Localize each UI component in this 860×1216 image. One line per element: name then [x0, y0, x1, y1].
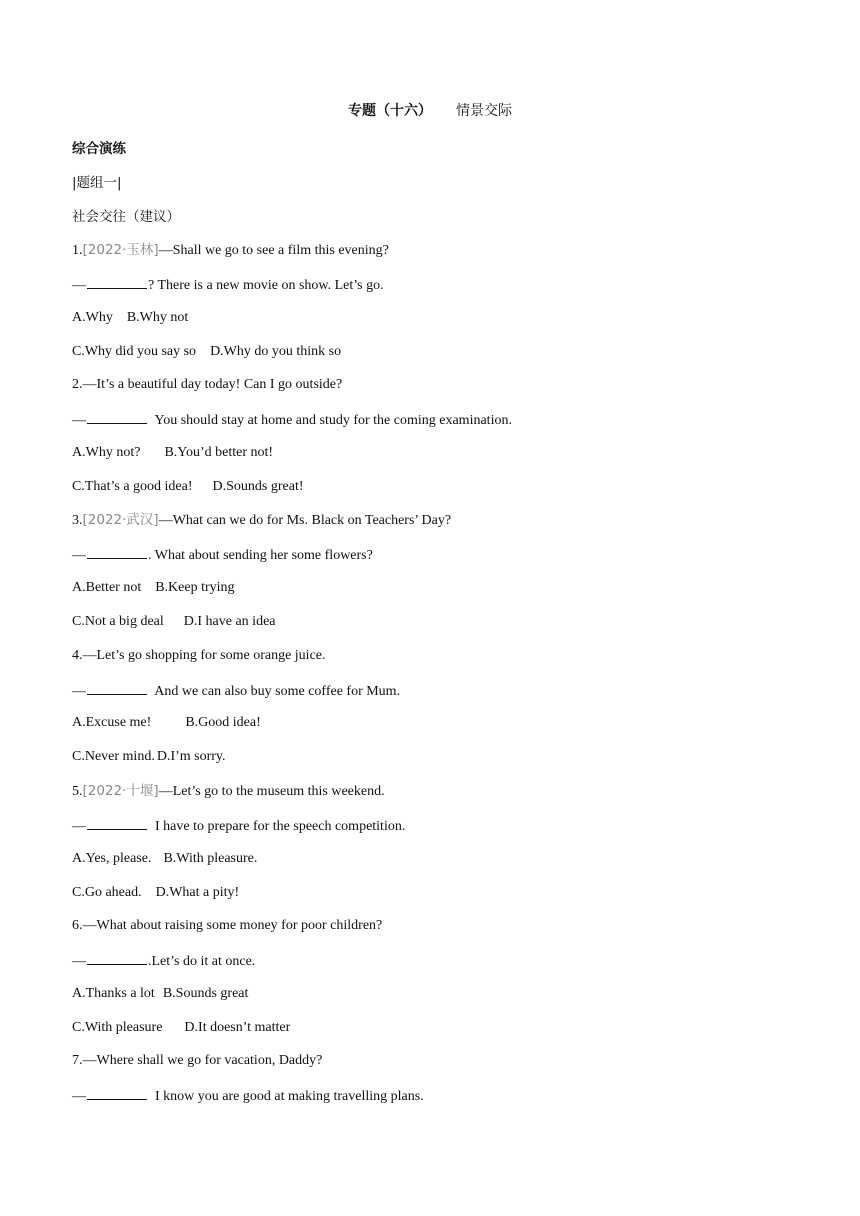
question-text: —Where shall we go for vacation, Daddy?: [82, 1053, 323, 1068]
answer-line-5: [72, 815, 405, 837]
option-b: B.With pleasure.: [163, 851, 258, 866]
options-ab-6: [72, 984, 248, 1004]
option-d: D.It doesn’t matter: [184, 1020, 291, 1035]
option-c: C.That’s a good idea!: [72, 479, 193, 494]
answer-text: ? There is a new movie on show. Let’s go.: [148, 278, 384, 293]
dash: —: [72, 413, 86, 428]
answer-blank[interactable]: [87, 544, 147, 559]
dash: —: [72, 1089, 86, 1104]
options-ab-2: [72, 443, 273, 463]
options-cd-3: [72, 612, 276, 632]
option-b: B.Sounds great: [162, 986, 249, 1001]
question-number: 1.: [72, 243, 83, 258]
dash: —: [72, 278, 86, 293]
options-ab-5: [72, 849, 257, 869]
option-b: B.Keep trying: [155, 580, 235, 595]
answer-blank[interactable]: [87, 274, 147, 289]
question-source: [2022·玉林]: [82, 242, 159, 258]
question-text: —What can we do for Ms. Black on Teachers’ Day?: [158, 513, 452, 528]
question-text: —Let’s go shopping for some orange juice.: [82, 648, 326, 663]
question-number: 3.: [72, 513, 83, 528]
answer-text: . What about sending her some flowers?: [148, 548, 373, 563]
option-c: C.Not a big deal: [72, 614, 164, 629]
option-d: D.Why do you think so: [210, 344, 342, 359]
answer-text: And we can also buy some coffee for Mum.: [148, 684, 401, 699]
dash: —: [72, 954, 86, 969]
question-1: [72, 240, 389, 261]
options-ab-3: [72, 578, 235, 598]
question-6: [72, 916, 382, 936]
question-source: [2022·武汉]: [82, 512, 159, 528]
question-text: —Let’s go to the museum this weekend.: [158, 784, 385, 799]
answer-blank[interactable]: [87, 950, 147, 965]
option-b: B.You’d better not!: [164, 445, 274, 460]
question-3: [72, 510, 451, 531]
options-cd-4: [72, 747, 226, 767]
answer-text: You should stay at home and study for the coming examination.: [148, 413, 512, 428]
option-d: D.I have an idea: [183, 614, 276, 629]
options-cd-5: [72, 883, 239, 903]
options-cd-6: [72, 1018, 290, 1038]
option-b: B.Why not: [126, 310, 189, 325]
dash: —: [72, 819, 86, 834]
dash: —: [72, 548, 86, 563]
option-a: A.Yes, please.: [72, 851, 152, 866]
question-7: [72, 1051, 322, 1071]
option-a: A.Excuse me!: [72, 715, 152, 730]
option-a: A.Why: [72, 310, 113, 325]
question-text: —Shall we go to see a film this evening?: [158, 243, 389, 258]
question-4: [72, 646, 326, 666]
options-ab-4: [72, 713, 261, 733]
answer-line-7: [72, 1085, 424, 1107]
answer-line-2: [72, 409, 512, 431]
question-number: 2.: [72, 377, 83, 392]
answer-line-4: [72, 680, 400, 702]
answer-text: .Let’s do it at once.: [148, 954, 256, 969]
option-a: A.Better not: [72, 580, 142, 595]
options-ab-1: [72, 308, 188, 328]
answer-line-3: [72, 544, 373, 566]
answer-blank[interactable]: [87, 1085, 147, 1100]
title-main: 专题（十六）: [348, 103, 432, 119]
section-heading: 综合演练: [72, 141, 126, 157]
option-a: A.Why not?: [72, 445, 141, 460]
dash: —: [72, 684, 86, 699]
options-cd-1: [72, 342, 341, 362]
option-d: D.Sounds great!: [212, 479, 304, 494]
answer-blank[interactable]: [87, 680, 147, 695]
option-b: B.Good idea!: [185, 715, 261, 730]
options-cd-2: [72, 477, 304, 497]
option-d: D.What a pity!: [155, 885, 240, 900]
answer-blank[interactable]: [87, 815, 147, 830]
answer-line-1: [72, 274, 384, 296]
title-sub: 情景交际: [456, 103, 512, 119]
answer-line-6: [72, 950, 255, 972]
question-2: [72, 375, 342, 395]
option-c: C.Go ahead.: [72, 885, 142, 900]
question-number: 6.: [72, 918, 83, 933]
answer-text: I have to prepare for the speech competition.: [148, 819, 406, 834]
question-5: [72, 781, 385, 802]
answer-blank[interactable]: [87, 409, 147, 424]
question-source: [2022·十堰]: [82, 783, 159, 799]
question-number: 5.: [72, 784, 83, 799]
page-title: [0, 100, 860, 120]
group-label: |题组一|: [72, 175, 122, 191]
option-c: C.Never mind.: [72, 749, 155, 764]
option-d: D.I’m sorry.: [156, 749, 226, 764]
option-c: C.Why did you say so: [72, 344, 197, 359]
question-text: —It’s a beautiful day today! Can I go outside?: [82, 377, 343, 392]
question-number: 7.: [72, 1053, 83, 1068]
option-c: C.With pleasure: [72, 1020, 163, 1035]
option-a: A.Thanks a lot: [72, 986, 155, 1001]
question-text: —What about raising some money for poor children?: [82, 918, 383, 933]
question-number: 4.: [72, 648, 83, 663]
answer-text: I know you are good at making travelling plans.: [148, 1089, 424, 1104]
category-label: 社会交往（建议）: [72, 209, 180, 225]
